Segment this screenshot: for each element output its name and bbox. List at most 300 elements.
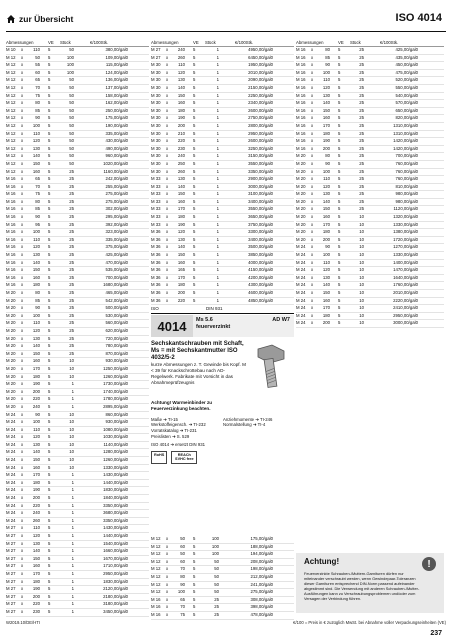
cell-x: x <box>21 601 24 607</box>
cell-length: 90 <box>35 115 40 121</box>
cell-x: x <box>311 160 314 166</box>
cell-x: x <box>21 388 24 394</box>
cell-qty: 1 <box>71 510 74 516</box>
cell-ve: 5 <box>338 191 341 197</box>
cell-price: 2950,00/gal0 <box>103 570 128 576</box>
cell-length: 200 <box>32 388 40 394</box>
cell-length: 170 <box>322 221 330 227</box>
cell-price: 1330,00/gal0 <box>393 221 418 227</box>
cell-qty: 100 <box>211 551 219 557</box>
cell-ve: 5 <box>338 206 341 212</box>
cell-length: 110 <box>33 130 40 136</box>
cell-length: 90 <box>325 244 330 250</box>
table-row <box>6 282 149 290</box>
cell-qty: 10 <box>69 434 74 440</box>
cell-qty: 50 <box>214 558 219 564</box>
cell-thread: M 36 <box>151 229 161 235</box>
header-rule <box>6 31 446 32</box>
cell-qty: 100 <box>211 536 219 541</box>
cell-x: x <box>166 198 169 204</box>
cell-price: 2180,00/gal0 <box>103 593 128 599</box>
table-row <box>151 100 294 108</box>
table-row <box>6 93 149 101</box>
cell-ve: 5 <box>193 229 196 235</box>
cell-x: x <box>166 596 169 602</box>
cell-qty: 100 <box>66 62 74 68</box>
cell-price: 162,00/gal0 <box>105 100 128 106</box>
table-row <box>151 237 294 245</box>
cell-qty: 1 <box>71 563 74 569</box>
product-title-2: Ms = mit Sechskantmutter ISO 4032/5-2 <box>151 348 238 361</box>
cell-price: 2950,00/gal0 <box>248 130 273 136</box>
cell-qty: 1 <box>71 593 74 599</box>
cell-qty: 1 <box>71 586 74 592</box>
cell-price: 242,00/gal0 <box>105 176 128 182</box>
cell-ve: 5 <box>193 596 196 602</box>
cell-thread: M 16 <box>151 596 161 602</box>
cell-thread: M 24 <box>6 419 16 425</box>
cell-price: 1640,00/gal0 <box>393 274 418 280</box>
cell-x: x <box>21 426 24 432</box>
table-row <box>296 244 444 252</box>
cell-length: 160 <box>32 274 40 280</box>
table-row <box>151 199 294 207</box>
cell-length: 100 <box>32 312 40 318</box>
cell-ve: 5 <box>338 47 341 52</box>
table-row <box>6 601 149 609</box>
cell-length: 100 <box>32 229 40 235</box>
cell-length: 250 <box>177 160 185 166</box>
cell-qty: 25 <box>69 183 74 189</box>
cell-qty: 50 <box>214 589 219 595</box>
cell-length: 90 <box>35 214 40 220</box>
table-row <box>6 427 149 435</box>
cell-length: 170 <box>177 206 185 212</box>
link-material[interactable]: Werkstoffeigensch. ➜ TI-232 <box>151 422 206 428</box>
back-to-overview-link[interactable] <box>6 14 73 24</box>
cell-length: 100 <box>322 69 330 75</box>
cell-thread: M 12 <box>6 54 16 60</box>
cell-ve: 5 <box>193 282 196 288</box>
cell-thread: M 12 <box>6 107 16 113</box>
cell-price: 3000,00/gal0 <box>393 320 418 326</box>
cell-ve: 5 <box>338 236 341 242</box>
col-qty: Stück <box>60 40 71 45</box>
cell-length: 110 <box>178 62 185 68</box>
cell-qty: 25 <box>359 160 364 166</box>
cell-price: 478,00/gal0 <box>250 611 273 617</box>
cell-price: 275,00/gal0 <box>250 589 273 595</box>
cell-price: 2150,00/gal0 <box>248 84 273 90</box>
cell-length: 70 <box>35 84 40 90</box>
cell-price: 208,00/gal0 <box>250 558 273 564</box>
table-row <box>6 518 149 526</box>
cell-ve: 5 <box>48 77 51 83</box>
cell-thread: M 16 <box>296 145 306 151</box>
cell-x: x <box>21 449 24 455</box>
product-bar <box>151 305 294 314</box>
header <box>0 0 452 32</box>
cell-length: 55 <box>35 62 40 68</box>
table-row <box>296 93 444 101</box>
table-row <box>151 551 294 559</box>
table-row <box>296 282 444 290</box>
cell-x: x <box>21 145 24 151</box>
cell-qty: 1 <box>216 176 219 182</box>
cell-ve: 5 <box>48 381 51 387</box>
table-row <box>6 305 149 313</box>
table-row <box>6 260 149 268</box>
cell-length: 140 <box>32 449 40 455</box>
cell-qty: 1 <box>216 92 219 98</box>
cell-qty: 1 <box>216 145 219 151</box>
cell-price: 4850,00/gal0 <box>248 297 273 303</box>
link-stock[interactable]: Vorratskatalog ➜ TI-231 <box>151 428 197 434</box>
table-row <box>6 267 149 275</box>
cell-thread: M 12 <box>6 100 16 106</box>
col-qty: Stück <box>350 40 361 45</box>
cell-thread: M 24 <box>296 244 306 250</box>
product-material: Ms 5.6 <box>196 317 213 323</box>
cell-ve: 5 <box>338 183 341 189</box>
table-row <box>6 138 149 146</box>
table-row <box>6 442 149 450</box>
cell-length: 75 <box>35 92 40 98</box>
cell-x: x <box>166 244 169 250</box>
cell-thread: M 24 <box>6 441 16 447</box>
cell-ve: 5 <box>193 551 196 557</box>
cell-price: 1430,00/gal0 <box>103 472 128 478</box>
cell-x: x <box>21 525 24 531</box>
cell-length: 75 <box>35 191 40 197</box>
cell-ve: 5 <box>338 54 341 60</box>
cell-length: 140 <box>32 259 40 265</box>
cell-ve: 5 <box>338 130 341 136</box>
cell-qty: 25 <box>359 138 364 144</box>
cell-ve: 5 <box>193 176 196 182</box>
cell-length: 190 <box>177 115 185 121</box>
cell-price: 550,00/gal0 <box>395 84 418 90</box>
product-finish: feuerverzinkt <box>196 323 231 330</box>
cell-thread: M 16 <box>6 252 16 258</box>
cell-x: x <box>166 138 169 144</box>
cell-thread: M 24 <box>296 305 306 311</box>
cell-ve: 5 <box>48 502 51 508</box>
cell-ve: 5 <box>48 373 51 379</box>
cell-length: 130 <box>32 145 40 151</box>
cell-price: 2750,00/gal0 <box>248 115 273 121</box>
cell-qty: 1 <box>216 206 219 212</box>
cell-thread: M 30 <box>151 69 161 75</box>
cell-qty: 1 <box>216 290 219 295</box>
cell-length: 160 <box>32 464 40 470</box>
cell-price: 1380,00/gal0 <box>393 229 418 235</box>
cell-price: 542,00/gal0 <box>105 297 128 303</box>
cell-x: x <box>166 214 169 220</box>
cell-qty: 10 <box>359 252 364 258</box>
cell-qty: 1 <box>216 115 219 121</box>
cell-ve: 5 <box>193 92 196 98</box>
cell-price: 212,00/gal0 <box>250 573 273 579</box>
cell-ve: 5 <box>338 84 341 90</box>
cell-thread: M 27 <box>6 533 16 538</box>
table-row <box>151 146 294 154</box>
cell-length: 110 <box>323 77 330 83</box>
cell-length: 240 <box>32 510 40 516</box>
cell-thread: M 33 <box>151 191 161 197</box>
cell-qty: 1 <box>216 62 219 68</box>
link-dimensions[interactable]: Maße ➜ TI-15 <box>151 416 178 422</box>
table-row <box>6 609 149 617</box>
cell-price: 109,00/gal0 <box>105 54 128 60</box>
cell-thread: M 12 <box>6 69 16 75</box>
cell-ve: 5 <box>48 487 51 493</box>
cell-ve: 5 <box>338 92 341 98</box>
cell-ve: 5 <box>48 84 51 90</box>
cell-price: 930,00/gal0 <box>105 419 128 425</box>
link-prices[interactable]: Preislisten ➜ S. 529 <box>151 433 190 439</box>
cell-x: x <box>166 290 169 295</box>
footer-price-note: €/100 = Preis in € zuzüglich MwSt. bei Abnahme voller Verpackungseinheiten (VE) <box>293 620 446 625</box>
cell-thread: M 20 <box>6 365 16 371</box>
cell-length: 150 <box>32 457 40 463</box>
cell-length: 140 <box>177 84 185 90</box>
link-standard[interactable]: Normalstellung ➜ TI-4 <box>223 422 266 428</box>
cell-x: x <box>166 145 169 151</box>
cell-length: 190 <box>32 487 40 493</box>
table-row <box>6 328 149 336</box>
cell-price: 1950,00/gal0 <box>248 62 273 68</box>
cell-ve: 5 <box>48 191 51 197</box>
cell-price: 520,00/gal0 <box>395 77 418 83</box>
cell-length: 220 <box>32 396 40 402</box>
cell-length: 180 <box>177 214 185 220</box>
cell-qty: 1 <box>71 578 74 584</box>
cell-x: x <box>21 419 24 425</box>
cell-thread: M 16 <box>6 221 16 227</box>
cell-length: 120 <box>322 267 330 273</box>
product-title-1: Sechskantschrauben mit Schaft, <box>151 341 244 347</box>
table-row <box>6 169 149 177</box>
cell-ve: 5 <box>48 335 51 341</box>
cell-x: x <box>21 510 24 516</box>
table-header <box>6 38 149 47</box>
cell-x: x <box>311 168 314 174</box>
cell-length: 180 <box>32 373 40 379</box>
table-row <box>151 77 294 85</box>
bar-din: DIN 931 <box>206 306 223 311</box>
cell-x: x <box>166 297 169 303</box>
cell-length: 200 <box>32 593 40 599</box>
cell-length: 80 <box>325 153 330 159</box>
cell-thread: M 30 <box>151 92 161 98</box>
cell-thread: M 24 <box>6 502 16 508</box>
cell-thread: M 20 <box>6 335 16 341</box>
cell-price: 435,00/gal0 <box>395 54 418 60</box>
cell-price: 820,00/gal0 <box>395 115 418 121</box>
bar-iso: ISO <box>151 306 159 311</box>
cell-thread: M 24 <box>296 267 306 273</box>
product-block <box>151 305 294 464</box>
cell-thread: M 30 <box>151 100 161 106</box>
product-spec <box>193 315 294 337</box>
cell-qty: 1 <box>71 601 74 607</box>
cell-length: 120 <box>322 84 330 90</box>
cell-ve: 5 <box>338 69 341 75</box>
cell-ve: 5 <box>48 267 51 273</box>
cell-thread: M 20 <box>6 312 16 318</box>
cell-qty: 10 <box>359 214 364 220</box>
table-row <box>296 237 444 245</box>
cell-length: 220 <box>177 138 185 144</box>
cell-ve: 5 <box>48 214 51 220</box>
cell-price: 1420,00/gal0 <box>393 138 418 144</box>
table-row <box>296 267 444 275</box>
cell-thread: M 24 <box>296 282 306 288</box>
cell-thread: M 12 <box>6 130 16 136</box>
cell-length: 170 <box>32 472 40 478</box>
cell-thread: M 24 <box>296 297 306 303</box>
cell-ve: 5 <box>48 608 51 614</box>
cell-thread: M 33 <box>151 176 161 182</box>
table-row <box>6 472 149 480</box>
cell-qty: 1 <box>71 487 74 493</box>
cell-length: 95 <box>35 221 40 227</box>
table-row <box>6 176 149 184</box>
cell-thread: M 24 <box>296 274 306 280</box>
cell-price: 760,00/gal0 <box>395 160 418 166</box>
cell-x: x <box>21 153 24 159</box>
cell-length: 130 <box>322 191 330 197</box>
cell-price: 1660,00/gal0 <box>103 548 128 554</box>
cell-price: 255,00/gal0 <box>105 183 128 189</box>
cell-length: 120 <box>32 138 40 144</box>
cell-qty: 25 <box>69 214 74 220</box>
cell-ve: 5 <box>193 191 196 197</box>
cell-ve: 5 <box>48 449 51 455</box>
cell-ve: 5 <box>48 236 51 242</box>
cell-thread: M 30 <box>151 107 161 113</box>
cell-thread: M 27 <box>6 563 16 569</box>
cell-ve: 5 <box>193 198 196 204</box>
cell-thread: M 27 <box>151 47 161 52</box>
cell-ve: 5 <box>338 160 341 166</box>
cell-price: 4000,00/gal0 <box>248 259 273 265</box>
cell-x: x <box>166 573 169 579</box>
cell-thread: M 16 <box>296 54 306 60</box>
cell-thread: M 27 <box>6 586 16 592</box>
cell-thread: M 12 <box>6 92 16 98</box>
table-row <box>151 131 294 139</box>
cell-thread: M 20 <box>6 305 16 311</box>
cell-length: 110 <box>33 426 40 432</box>
cell-qty: 25 <box>69 290 74 295</box>
cell-price: 302,00/gal0 <box>105 206 128 212</box>
cell-x: x <box>311 267 314 273</box>
product-number: 4014 <box>151 315 193 337</box>
table-row <box>6 229 149 237</box>
cell-qty: 50 <box>214 573 219 579</box>
cell-length: 120 <box>177 229 185 235</box>
cell-length: 240 <box>177 47 185 52</box>
cell-qty: 1 <box>216 214 219 220</box>
cell-price: 860,00/gal0 <box>105 411 128 417</box>
cell-thread: M 24 <box>6 517 16 523</box>
cell-price: 425,00/gal0 <box>395 47 418 52</box>
cell-price: 450,00/gal0 <box>395 62 418 68</box>
cell-price: 275,00/gal0 <box>105 198 128 204</box>
cell-thread: M 24 <box>6 472 16 478</box>
cell-ve: 5 <box>48 365 51 371</box>
table-row <box>296 290 444 298</box>
cell-qty: 25 <box>69 221 74 227</box>
cell-qty: 50 <box>69 100 74 106</box>
cell-price: 2900,00/gal0 <box>248 176 273 182</box>
cell-price: 380,00/gal0 <box>105 47 128 52</box>
cell-x: x <box>21 100 24 106</box>
reference-links <box>151 417 294 441</box>
cell-x: x <box>166 611 169 617</box>
cell-price: 3350,00/gal0 <box>103 517 128 523</box>
cell-length: 70 <box>180 604 185 610</box>
cell-length: 110 <box>323 259 330 265</box>
link-torque[interactable]: Anziehmomente ➜ TI-246 <box>223 416 273 422</box>
cell-x: x <box>21 274 24 280</box>
cell-qty: 25 <box>69 297 74 303</box>
table-row <box>151 604 294 612</box>
cell-thread: M 20 <box>296 160 306 166</box>
cell-qty: 25 <box>359 84 364 90</box>
col-ve: VE <box>338 40 344 45</box>
cell-x: x <box>21 191 24 197</box>
table-row <box>296 320 444 328</box>
cell-price: 1830,00/gal0 <box>103 578 128 584</box>
table-row <box>6 556 149 564</box>
cell-x: x <box>21 464 24 470</box>
cell-qty: 10 <box>69 457 74 463</box>
cell-price: 275,00/gal0 <box>105 191 128 197</box>
cell-price: 1160,00/gal0 <box>103 168 128 174</box>
cell-length: 160 <box>177 198 185 204</box>
cell-length: 130 <box>177 236 185 242</box>
cell-ve: 5 <box>338 305 341 311</box>
cell-length: 200 <box>177 122 185 128</box>
table-row <box>6 449 149 457</box>
cell-qty: 1 <box>71 403 74 409</box>
size-table-3 <box>151 536 294 620</box>
table-row <box>151 582 294 590</box>
cell-thread: M 30 <box>151 138 161 144</box>
rohs-badge: RoHS <box>151 451 167 464</box>
cell-price: 1310,00/gal0 <box>393 130 418 136</box>
cell-length: 190 <box>322 138 330 144</box>
cell-x: x <box>166 77 169 83</box>
cell-ve: 5 <box>48 434 51 440</box>
cell-qty: 10 <box>69 426 74 432</box>
cell-length: 170 <box>322 305 330 311</box>
cell-length: 140 <box>322 198 330 204</box>
table-row <box>6 404 149 412</box>
cell-length: 60 <box>35 69 40 75</box>
table-row <box>151 589 294 597</box>
table-row <box>296 275 444 283</box>
table-row <box>151 252 294 260</box>
cell-ve: 5 <box>48 586 51 592</box>
cell-qty: 1 <box>71 608 74 614</box>
col-dimensions: Abmessungen <box>296 40 324 45</box>
cell-x: x <box>166 282 169 288</box>
cell-qty: 25 <box>214 604 219 610</box>
